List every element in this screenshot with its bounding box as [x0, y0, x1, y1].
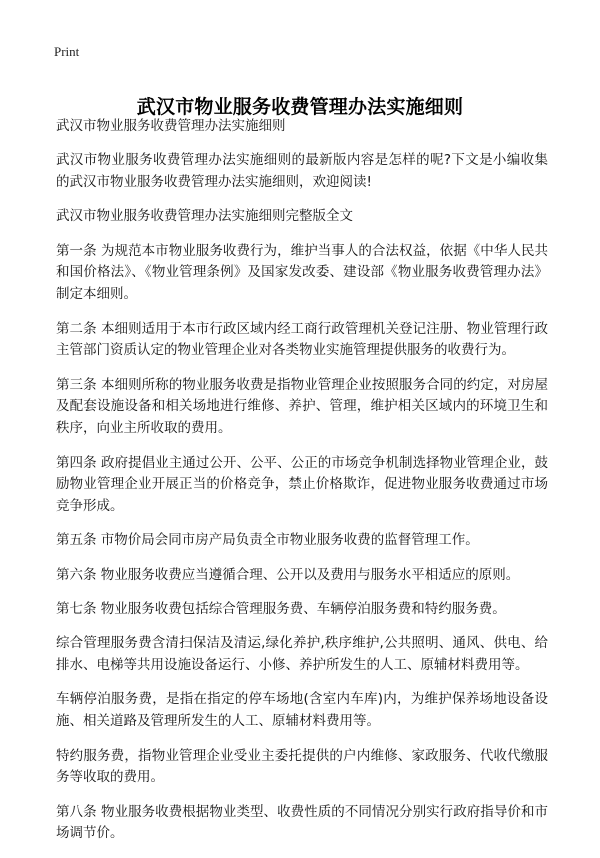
paragraph: 综合管理服务费含清扫保洁及清运,绿化养护,秩序维护,公共照明、通风、供电、给排水、电梯等共用设施设备运行、小修、养护所发生的人工、原辅材料费用等。: [56, 635, 548, 674]
document-body: [56, 116, 548, 858]
paragraph: 车辆停泊服务费，是指在指定的停车场地(含室内车库)内，为维护保养场地设备设施、相关道路及管理所发生的人工、原辅材料费用等。: [56, 691, 548, 730]
paragraph: 武汉市物业服务收费管理办法实施细则完整版全文: [56, 208, 353, 225]
paragraph: 第五条 市物价局会同市房产局负责全市物业服务收费的监督管理工作。: [56, 532, 479, 549]
paragraph: 武汉市物业服务收费管理办法实施细则的最新版内容是怎样的呢?下文是小编收集的武汉市物业服务收费管理办法实施细则，欢迎阅读!: [56, 152, 548, 191]
paragraph: 第六条 物业服务收费应当遵循合理、公开以及费用与服务水平相适应的原则。: [56, 566, 520, 583]
paragraph: 第七条 物业服务收费包括综合管理服务费、车辆停泊服务费和特约服务费。: [56, 601, 506, 618]
document-title: 武汉市物业服务收费管理办法实施细则: [136, 95, 464, 118]
paragraph: 第一条 为规范本市物业服务收费行为，维护当事人的合法权益，依据《中华人民共和国价格法》、《物业管理条例》及国家发改委、建设部《物业服务收费管理办法》制定本细则。: [56, 242, 548, 303]
paragraph: 武汉市物业服务收费管理办法实施细则: [56, 118, 286, 134]
paragraph: 特约服务费，指物业管理企业受业主委托提供的户内维修、家政服务、代收代缴服务等收取的费用。: [56, 747, 548, 786]
paragraph: 第八条 物业服务收费根据物业类型、收费性质的不同情况分别实行政府指导价和市场调节价。: [56, 803, 548, 842]
print-link[interactable]: Print: [54, 44, 80, 59]
paragraph: 第四条 政府提倡业主通过公开、公平、公正的市场竞争机制选择物业管理企业，鼓励物业管理企业开展正当的价格竞争，禁止价格欺诈，促进物业服务收费通过市场竞争形成。: [56, 454, 548, 515]
paragraph: 第二条 本细则适用于本市行政区域内经工商行政管理机关登记注册、物业管理行政主管部门资质认定的物业管理企业对各类物业实施管理提供服务的收费行为。: [56, 320, 548, 359]
paragraph: 第三条 本细则所称的物业服务收费是指物业管理企业按照服务合同的约定，对房屋及配套设施设备和相关场地进行维修、养护、管理，维护相关区域内的环境卫生和秩序，向业主所收取的费用。: [56, 376, 548, 437]
